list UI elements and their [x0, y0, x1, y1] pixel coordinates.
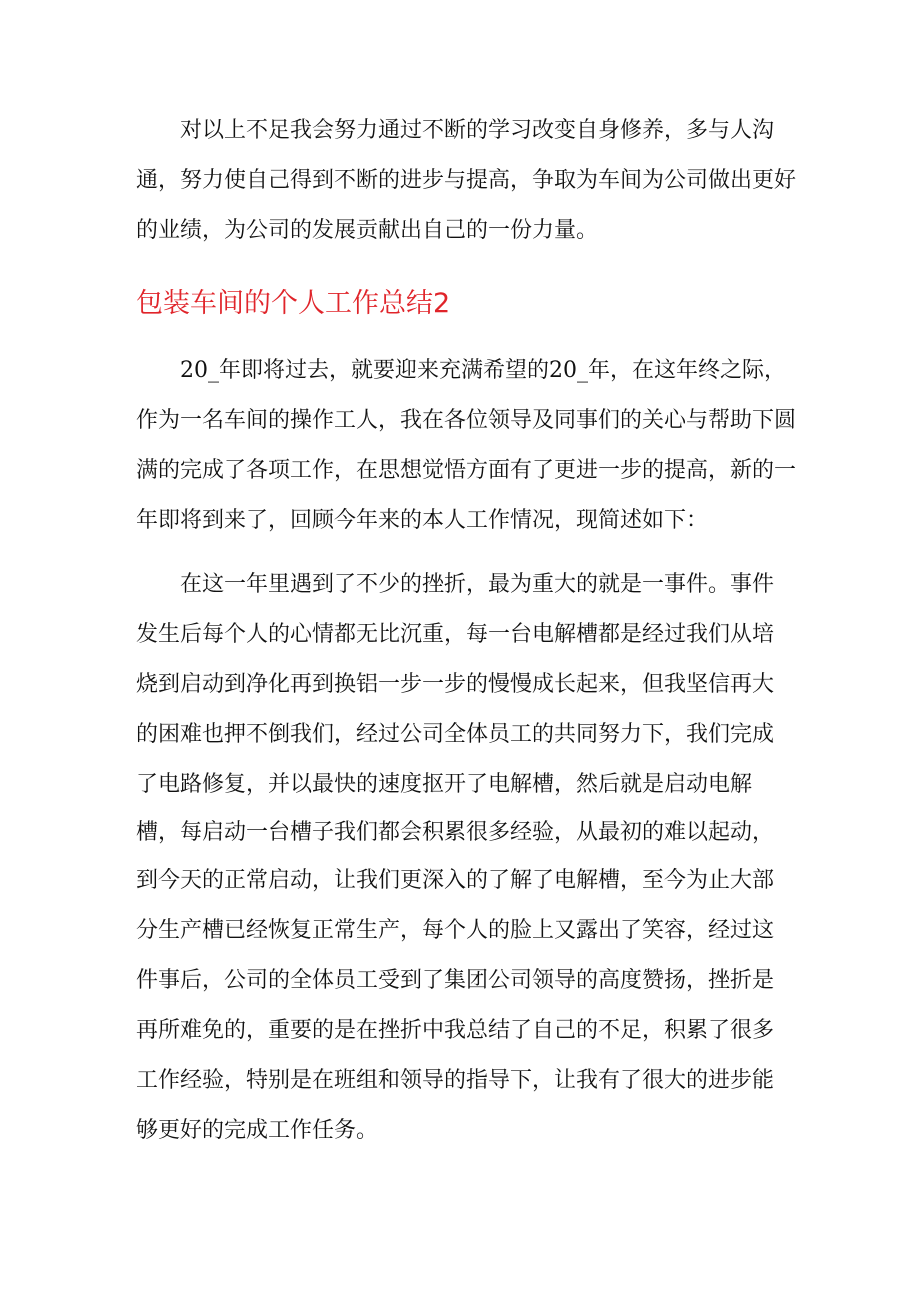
paragraph-line: 再所难免的，重要的是在挫折中我总结了自己的不足，积累了很多 [136, 1018, 775, 1043]
paragraph-line: 发生后每个人的心情都无比沉重，每一台电解槽都是经过我们从培 [136, 622, 775, 647]
paragraph-line: 通，努力使自己得到不断的进步与提高，争取为车间为公司做出更好 [136, 168, 797, 193]
paragraph-line: 分生产槽已经恢复正常生产，每个人的脸上又露出了笑容，经过这 [136, 918, 775, 943]
paragraph-line: 在这一年里遇到了不少的挫折，最为重大的就是一事件。事件 [180, 572, 775, 597]
paragraph-line: 年即将到来了，回顾今年来的本人工作情况，现简述如下： [136, 508, 709, 533]
paragraph-line: 够更好的完成工作任务。 [136, 1118, 379, 1143]
paragraph-line: 烧到启动到净化再到换铝一步一步的慢慢成长起来，但我坚信再大 [136, 672, 775, 697]
paragraph-line: 满的完成了各项工作，在思想觉悟方面有了更进一步的提高，新的一 [136, 458, 797, 483]
paragraph-line: 了电路修复，并以最快的速度抠开了电解槽，然后就是启动电解 [136, 772, 753, 797]
paragraph-line: 件事后，公司的全体员工受到了集团公司领导的高度赞扬，挫折是 [136, 968, 775, 993]
paragraph-line: 作为一名车间的操作工人，我在各位领导及同事们的关心与帮助下圆 [136, 408, 797, 433]
paragraph-line: 20_年即将过去，就要迎来充满希望的20_年，在这年终之际， [180, 358, 786, 383]
paragraph-line: 槽，每启动一台槽子我们都会积累很多经验，从最初的难以起动， [136, 820, 775, 845]
paragraph-line: 的业绩，为公司的发展贡献出自己的一份力量。 [136, 218, 599, 243]
paragraph-line: 对以上不足我会努力通过不断的学习改变自身修养，多与人沟 [180, 118, 775, 143]
section-heading: 包装车间的个人工作总结2 [136, 288, 451, 319]
paragraph-line: 的困难也押不倒我们，经过公司全体员工的共同努力下，我们完成 [136, 722, 775, 747]
paragraph-line: 工作经验，特别是在班组和领导的指导下，让我有了很大的进步能 [136, 1068, 775, 1093]
paragraph-line: 到今天的正常启动，让我们更深入的了解了电解槽，至今为止大部 [136, 868, 775, 893]
